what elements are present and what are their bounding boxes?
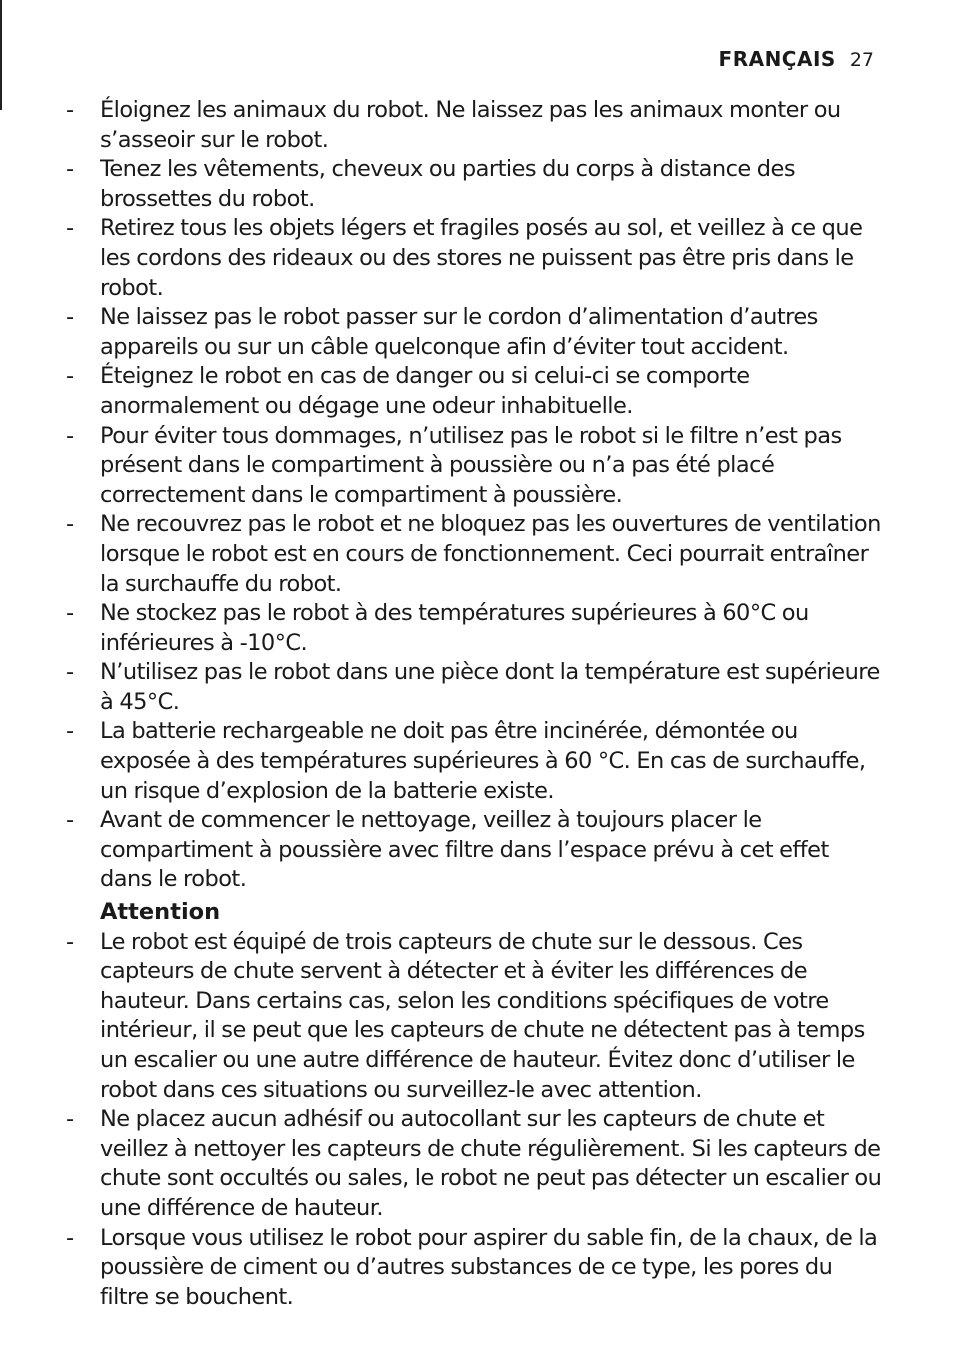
page-edge-mark — [0, 0, 2, 110]
list-item — [64, 599, 882, 658]
list-item — [64, 1105, 882, 1223]
language-label: FRANÇAIS — [718, 47, 836, 71]
list-item — [64, 362, 882, 421]
list-item-text: Ne laissez pas le robot passer sur le cordon d’alimentation d’autres appareils ou sur un câble quelconque afin d’éviter tout accident. — [100, 304, 818, 360]
attention-list — [64, 928, 882, 1313]
list-dash: - — [66, 928, 74, 955]
list-item-text: Pour éviter tous dommages, n’utilisez pas le robot si le filtre n’est pas présent dans le compartiment à poussière ou n’a pas été placé correctement dans le compartiment à poussière. — [100, 422, 842, 508]
list-item-text: Le robot est équipé de trois capteurs de chute sur le dessous. Ces capteurs de chute servent à détecter et à éviter les différences de hauteur. Dans certains cas, selon les conditions spécifiques de votre intérieur, il se peut que les capteurs de chute ne détectent pas à temps un escalier ou une autre différence de hauteur. Évitez donc d’utiliser le robot dans ces situations ou surveillez-le avec attention. — [100, 928, 865, 1103]
attention-heading: Attention — [100, 899, 221, 926]
list-dash: - — [66, 97, 74, 123]
list-item-text: Lorsque vous utilisez le robot pour aspirer du sable fin, de la chaux, de la poussière de ciment ou d’autres substances de ce type, les pores du filtre se bouchent. — [100, 1224, 878, 1310]
list-item — [64, 96, 882, 155]
list-item — [64, 155, 882, 214]
list-item — [64, 1224, 882, 1313]
list-dash: - — [66, 156, 74, 183]
list-dash: - — [66, 422, 74, 449]
list-item — [64, 510, 882, 599]
list-item — [64, 806, 882, 895]
document-body — [64, 96, 882, 1312]
list-item-text: Ne recouvrez pas le robot et ne bloquez pas les ouvertures de ventilation lorsque le robot est en cours de fonctionnement. Ceci pourrait entraîner la surchauffe du robot. — [100, 511, 881, 597]
page-header — [719, 47, 874, 71]
list-item — [64, 928, 882, 1106]
list-item-text: Éteignez le robot en cas de danger ou si celui-ci se comporte anormalement ou dégage une odeur inhabituelle. — [100, 363, 750, 419]
list-dash: - — [66, 1106, 74, 1133]
list-item — [64, 717, 882, 806]
list-item-text: Ne placez aucun adhésif ou autocollant sur les capteurs de chute et veillez à nettoyer les capteurs de chute régulièrement. Si les capteurs de chute sont occultés ou sales, le robot ne peut pas détecter un escalier ou une différence de hauteur. — [100, 1106, 882, 1221]
list-dash: - — [66, 1224, 74, 1251]
safety-list — [64, 96, 882, 895]
list-dash: - — [66, 807, 74, 834]
list-dash: - — [66, 511, 74, 538]
list-dash: - — [66, 215, 74, 242]
list-item — [64, 658, 882, 717]
list-dash: - — [66, 363, 74, 390]
list-item — [64, 214, 882, 303]
list-item — [64, 303, 882, 362]
list-item-text: Tenez les vêtements, cheveux ou parties du corps à distance des brossettes du robot. — [100, 156, 796, 212]
list-dash: - — [66, 718, 74, 745]
list-item-text: Ne stockez pas le robot à des températures supérieures à 60°C ou inférieures à -10°C. — [100, 600, 809, 656]
list-item-text: Retirez tous les objets légers et fragiles posés au sol, et veillez à ce que les cordons des rideaux ou des stores ne puissent pas être pris dans le robot. — [100, 215, 863, 301]
list-item-text: Éloignez les animaux du robot. Ne laissez pas les animaux monter ou s’asseoir sur le robot. — [100, 97, 841, 153]
list-item-text: N’utilisez pas le robot dans une pièce dont la température est supérieure à 45°C. — [100, 659, 880, 715]
page-number: 27 — [849, 49, 874, 71]
list-item — [64, 422, 882, 511]
list-dash: - — [66, 600, 74, 627]
list-dash: - — [66, 304, 74, 331]
list-item-text: La batterie rechargeable ne doit pas être incinérée, démontée ou exposée à des températures supérieures à 60 °C. En cas de surchauffe, un risque d’explosion de la batterie existe. — [100, 718, 866, 804]
list-item-text: Avant de commencer le nettoyage, veillez à toujours placer le compartiment à poussière avec filtre dans l’espace prévu à cet effet dans le robot. — [100, 807, 829, 893]
list-dash: - — [66, 659, 74, 686]
